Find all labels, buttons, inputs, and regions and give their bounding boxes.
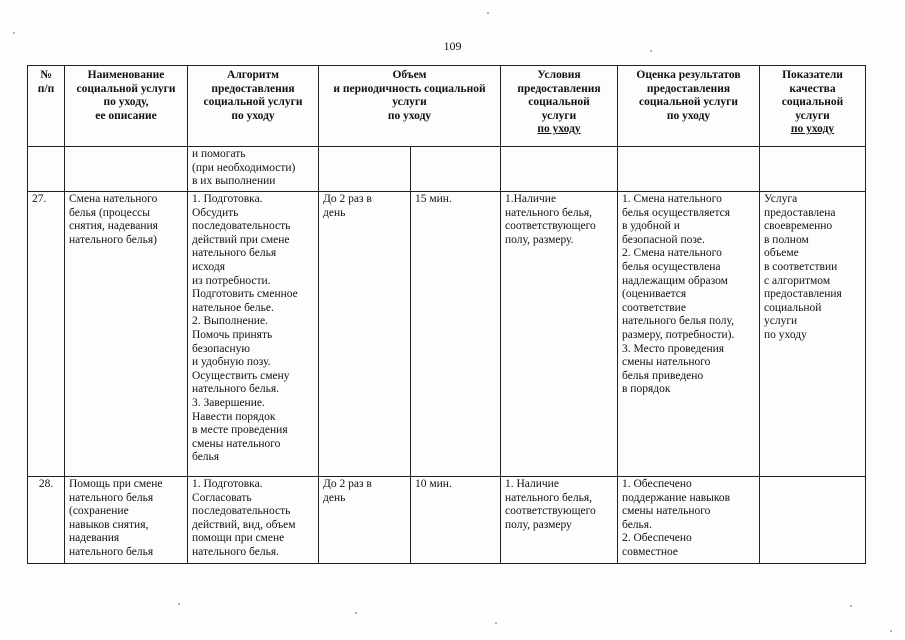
cell-conditions: 1.Наличие нательного белья, соответствующего полу, размеру. [501,192,618,477]
header-quality-underlined: по уходу [790,123,835,136]
header-conditions-text: Условия предоставления социальной услуги [517,69,601,122]
cell-frequency: До 2 раз в день [319,477,411,564]
cell-frequency [319,147,411,192]
scan-speck [650,50,652,52]
scan-speck [13,32,15,34]
cell-name: Смена нательного белья (процессы снятия, надевания нательного белья) [65,192,188,477]
cell-num [28,147,65,192]
cell-quality [760,477,866,564]
cell-num: 27. [28,192,65,477]
cell-quality [760,147,866,192]
page-number: 109 [443,39,462,53]
table-row [28,477,866,564]
cell-conditions: 1. Наличие нательного белья, соответствующего полу, размеру [501,477,618,564]
cell-evaluation [618,147,760,192]
header-algorithm: Алгоритм предоставления социальной услуги по уходу [188,66,319,147]
cell-name [65,147,188,192]
header-num: № п/п [28,66,65,147]
header-evaluation: Оценка результатов предоставления социальной услуги по уходу [618,66,760,147]
header-volume: Объем и периодичность социальной услуги по уходу [319,66,501,147]
scan-speck [850,605,852,607]
header-quality [760,66,866,147]
cell-algorithm: 1. Подготовка. Согласовать последовательность действий, вид, объем помощи при смене нательного белья. [188,477,319,564]
header-row [28,66,866,147]
cell-name: Помощь при смене нательного белья (сохранение навыков снятия, надевания нательного белья [65,477,188,564]
scan-speck [355,612,357,614]
header-conditions-underlined: по уходу [537,123,581,136]
cell-quality: Услуга предоставлена своевременно в полном объеме в соответствии с алгоритмом предоставления социальной услуги по уходу [760,192,866,477]
cell-duration: 15 мин. [411,192,501,477]
continuation-row [28,147,866,192]
header-conditions [501,66,618,147]
scan-speck [890,630,892,632]
scan-speck [495,622,497,624]
header-name: Наименование социальной услуги по уходу, ее описание [65,66,188,147]
cell-num: 28. [28,477,65,564]
cell-evaluation: 1. Смена нательного белья осуществляется в удобной и безопасной позе. 2. Смена нательного белья осуществлена надлежащим образом (оценивается соответствие нательного белья полу, размеру, потребности). 3. Место проведения смены нательного белья приведено в порядок [618,192,760,477]
cell-frequency: До 2 раз в день [319,192,411,477]
cell-algorithm: и помогать (при необходимости) в их выполнении [188,147,319,192]
header-quality-text: Показатели качества социальной услуги [781,69,844,122]
services-table [27,65,866,564]
cell-conditions [501,147,618,192]
cell-evaluation: 1. Обеспечено поддержание навыков смены нательного белья. 2. Обеспечено совместное [618,477,760,564]
table-row [28,192,866,477]
cell-algorithm: 1. Подготовка. Обсудить последовательность действий при смене нательного белья исходя из потребности. Подготовить сменное нательное белье. 2. Выполнение. Помочь принять безопасную и удобную позу. Осуществить смену нательного белья. 3. Завершение. Навести порядок в месте проведения смены нательного белья [188,192,319,477]
scan-speck [178,603,180,605]
cell-duration [411,147,501,192]
cell-duration: 10 мин. [411,477,501,564]
scan-speck [487,12,489,14]
